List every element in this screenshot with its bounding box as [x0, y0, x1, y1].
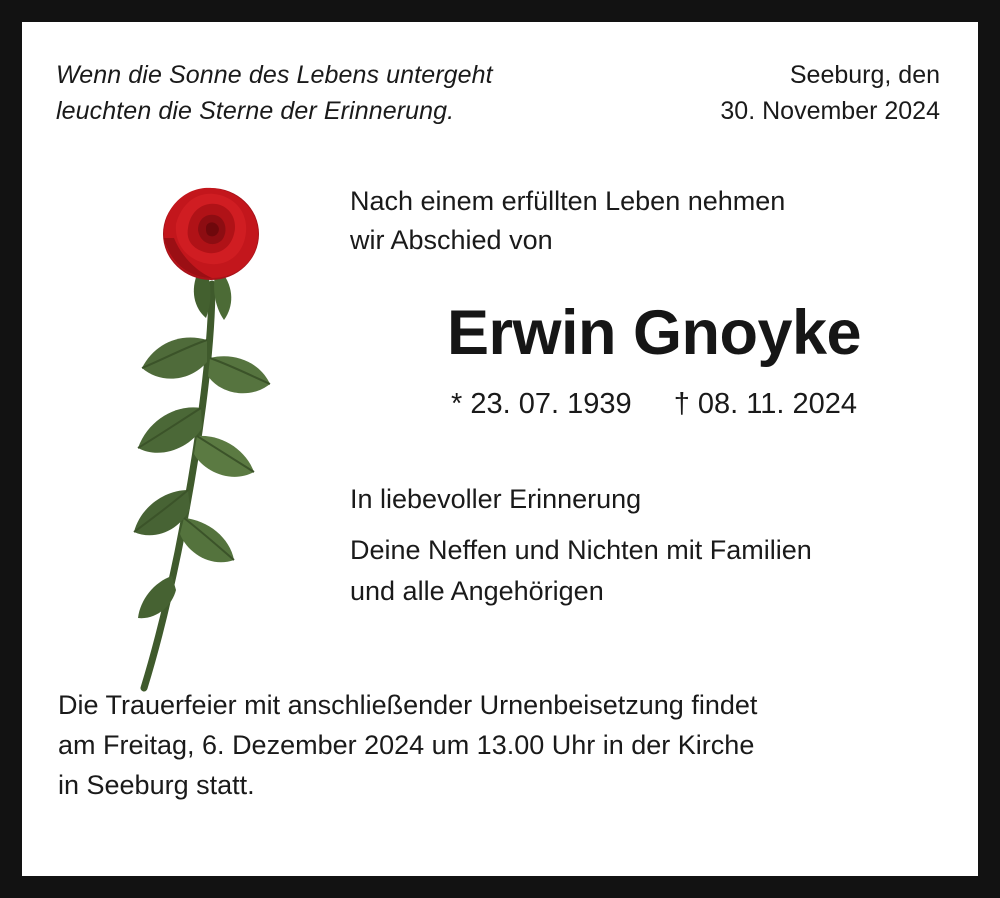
lead-text — [350, 182, 970, 260]
birth-date: * 23. 07. 1939 — [450, 388, 632, 421]
notice-inner — [22, 22, 978, 876]
notice-header — [22, 50, 978, 160]
memory-line-3: und alle Angehörigen — [350, 576, 604, 607]
deceased-name: Erwin Gnoyke — [446, 298, 862, 369]
motto-line-1: Wenn die Sonne des Lebens untergeht — [56, 61, 493, 89]
place-date-text — [720, 58, 940, 129]
death-date: † 08. 11. 2024 — [673, 388, 858, 421]
ceremony-line-3: in Seeburg statt. — [58, 770, 255, 801]
memory-line-1: In liebevoller Erinnerung — [350, 484, 642, 515]
life-dates — [350, 388, 970, 421]
main-text-column — [350, 182, 970, 613]
lead-line-2: wir Abschied von — [350, 225, 553, 256]
lead-line-1: Nach einem erfüllten Leben nehmen — [350, 186, 786, 216]
place-line: Seeburg, den — [789, 61, 940, 89]
red-rose-icon — [94, 172, 314, 692]
motto-text — [56, 58, 493, 129]
memory-line-2: Deine Neffen und Nichten mit Familien — [350, 535, 812, 566]
ceremony-line-2: am Freitag, 6. Dezember 2024 um 13.00 Uhr in der Kirche — [58, 730, 755, 761]
date-line: 30. November 2024 — [720, 96, 940, 125]
ceremony-line-1: Die Trauerfeier mit anschließender Urnenbeisetzung findet — [58, 690, 758, 721]
rose-illustration — [94, 172, 314, 692]
motto-line-2: leuchten die Sterne der Erinnerung. — [56, 96, 455, 125]
ceremony-details — [58, 686, 970, 806]
memory-text — [350, 479, 970, 612]
